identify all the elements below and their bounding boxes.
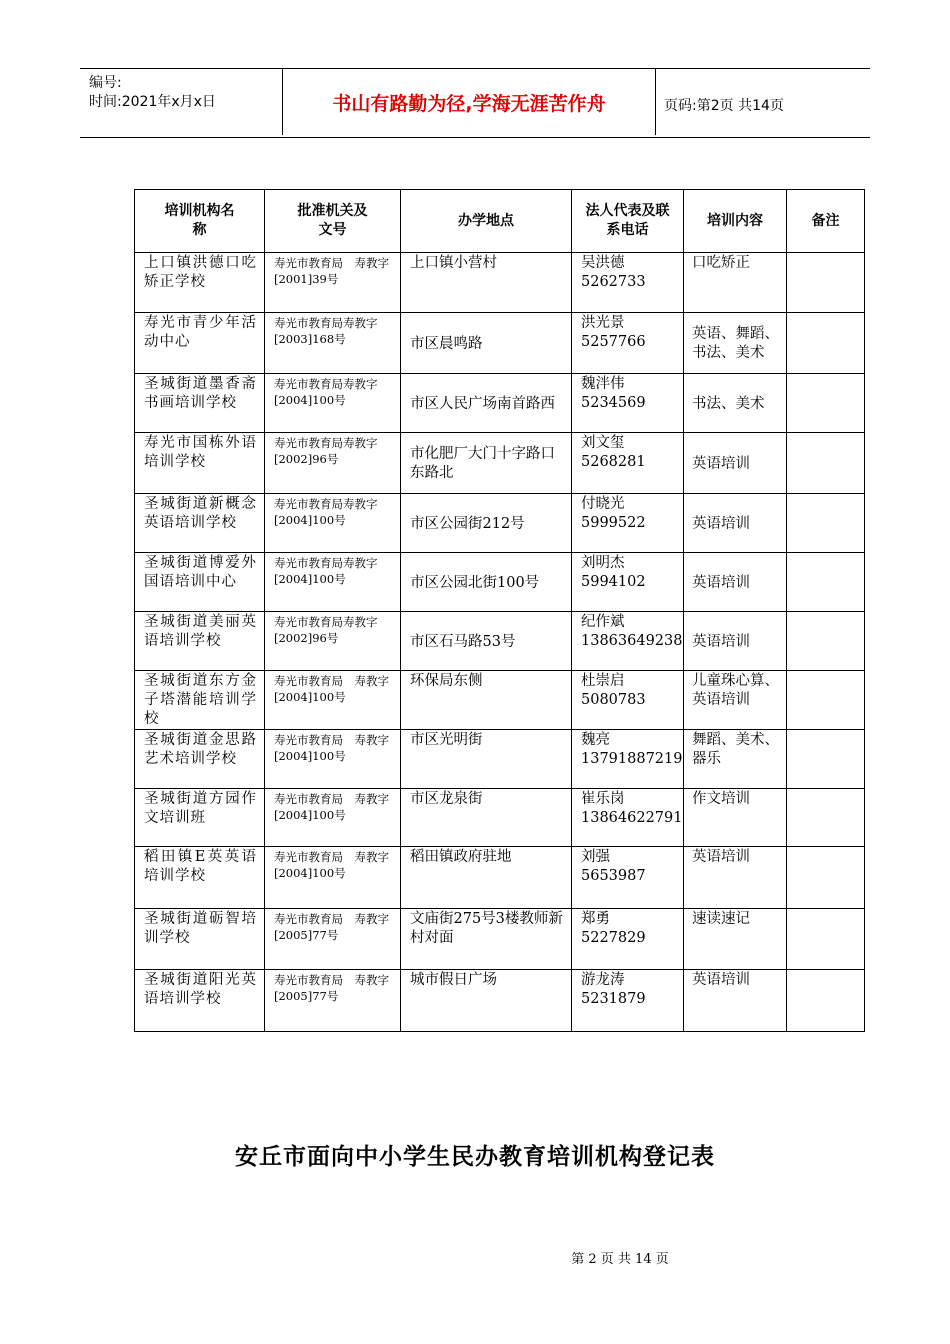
institution-name: 圣城街道美丽英语培训学校 bbox=[144, 614, 257, 649]
cell-address bbox=[401, 612, 572, 671]
cell-content bbox=[684, 730, 787, 789]
cell-rep-phone bbox=[572, 313, 684, 374]
cell-content bbox=[684, 553, 787, 612]
column-header-label: 办学地点 bbox=[458, 212, 514, 229]
page-number: 第 2 页 共 14 页 bbox=[571, 1252, 669, 1267]
column-header-label: 法人代表及联系电话 bbox=[585, 203, 670, 238]
table-row bbox=[135, 374, 865, 433]
rep-phone-block bbox=[572, 909, 683, 948]
rep-phone-block bbox=[572, 970, 683, 1009]
cell-approval bbox=[265, 494, 401, 553]
approval-document: 寿光市教育局寿教字[2003]168号 bbox=[274, 316, 378, 346]
cell-content bbox=[684, 671, 787, 730]
column-header-address bbox=[401, 190, 572, 253]
table-row bbox=[135, 970, 865, 1032]
table-row bbox=[135, 433, 865, 494]
cell-content bbox=[684, 612, 787, 671]
cell-note bbox=[787, 433, 865, 494]
table-header-row bbox=[135, 190, 865, 253]
training-content: 作文培训 bbox=[692, 791, 750, 807]
contact-phone: 13863649238 bbox=[581, 633, 683, 649]
school-address: 市区光明街 bbox=[410, 732, 483, 748]
note bbox=[787, 433, 864, 434]
cell-content bbox=[684, 494, 787, 553]
cell-name bbox=[135, 253, 265, 313]
approval-document: 寿光市教育局寿教字[2004]100号 bbox=[274, 556, 378, 586]
column-header-approval bbox=[265, 190, 401, 253]
table-row bbox=[135, 671, 865, 730]
cell-note bbox=[787, 909, 865, 970]
training-content: 英语培训 bbox=[692, 849, 750, 865]
approval-document: 寿光市教育局 寿教字[2004]100号 bbox=[274, 733, 389, 763]
rep-phone-block bbox=[572, 553, 683, 592]
cell-note bbox=[787, 847, 865, 909]
column-header-rep-phone bbox=[572, 190, 684, 253]
training-content: 口吃矫正 bbox=[692, 255, 750, 271]
note bbox=[787, 789, 864, 790]
cell-approval bbox=[265, 433, 401, 494]
legal-representative: 游龙涛 bbox=[581, 972, 625, 988]
cell-address bbox=[401, 494, 572, 553]
training-content: 英语培训 bbox=[692, 515, 750, 532]
institution-name: 圣城街道砺智培训学校 bbox=[144, 911, 257, 946]
legal-representative: 纪作斌 bbox=[581, 614, 625, 630]
contact-phone: 5653987 bbox=[581, 868, 646, 884]
number-label: 编号: bbox=[89, 75, 122, 91]
training-content: 英语培训 bbox=[692, 455, 750, 472]
cell-content bbox=[684, 374, 787, 433]
approval-document: 寿光市教育局 寿教字[2001]39号 bbox=[274, 256, 389, 286]
training-content: 舞蹈、美术、器乐 bbox=[692, 732, 779, 767]
cell-content bbox=[684, 433, 787, 494]
cell-address bbox=[401, 970, 572, 1032]
cell-rep-phone bbox=[572, 553, 684, 612]
cell-approval bbox=[265, 789, 401, 847]
cell-content bbox=[684, 789, 787, 847]
approval-document: 寿光市教育局寿教字[2004]100号 bbox=[274, 377, 378, 407]
school-address: 环保局东侧 bbox=[410, 673, 483, 689]
rep-phone-block bbox=[572, 847, 683, 886]
column-header-note bbox=[787, 190, 865, 253]
time-label: 时间:2021年x月x日 bbox=[89, 94, 216, 110]
cell-approval bbox=[265, 909, 401, 970]
legal-representative: 付晓光 bbox=[581, 496, 625, 512]
contact-phone: 5262733 bbox=[581, 274, 646, 290]
cell-rep-phone bbox=[572, 789, 684, 847]
rep-phone-block bbox=[572, 313, 683, 352]
contact-phone: 5234569 bbox=[581, 395, 646, 411]
cell-approval bbox=[265, 612, 401, 671]
school-address: 稻田镇政府驻地 bbox=[410, 849, 512, 865]
cell-approval bbox=[265, 253, 401, 313]
note bbox=[787, 253, 864, 254]
cell-name bbox=[135, 909, 265, 970]
cell-note bbox=[787, 789, 865, 847]
cell-content bbox=[684, 313, 787, 374]
cell-address bbox=[401, 847, 572, 909]
table-row bbox=[135, 494, 865, 553]
contact-phone: 5231879 bbox=[581, 991, 646, 1007]
cell-rep-phone bbox=[572, 374, 684, 433]
institution-name: 圣城街道方园作文培训班 bbox=[144, 791, 257, 826]
cell-rep-phone bbox=[572, 612, 684, 671]
approval-document: 寿光市教育局 寿教字[2005]77号 bbox=[274, 973, 389, 1003]
note bbox=[787, 909, 864, 910]
cell-address bbox=[401, 671, 572, 730]
school-address: 市区人民广场南首路西 bbox=[410, 395, 555, 412]
contact-phone: 5994102 bbox=[581, 574, 646, 590]
table-row bbox=[135, 789, 865, 847]
cell-rep-phone bbox=[572, 970, 684, 1032]
cell-address bbox=[401, 253, 572, 313]
institution-name: 圣城街道金思路艺术培训学校 bbox=[144, 732, 257, 767]
cell-rep-phone bbox=[572, 909, 684, 970]
school-address: 市区龙泉街 bbox=[410, 791, 483, 807]
cell-note bbox=[787, 671, 865, 730]
cell-rep-phone bbox=[572, 671, 684, 730]
cell-address bbox=[401, 909, 572, 970]
training-content: 英语培训 bbox=[692, 972, 750, 988]
legal-representative: 郑勇 bbox=[581, 911, 610, 927]
cell-name bbox=[135, 433, 265, 494]
registration-table bbox=[134, 189, 865, 1032]
cell-note bbox=[787, 730, 865, 789]
rep-phone-block bbox=[572, 730, 683, 769]
cell-name bbox=[135, 970, 265, 1032]
institution-name: 圣城街道博爱外国语培训中心 bbox=[144, 555, 257, 590]
cell-name bbox=[135, 847, 265, 909]
school-address: 市区公园街212号 bbox=[410, 515, 525, 532]
rep-phone-block bbox=[572, 494, 683, 533]
cell-name bbox=[135, 313, 265, 374]
legal-representative: 洪光景 bbox=[581, 315, 625, 331]
school-address: 文庙街275号3楼教师新村对面 bbox=[410, 911, 563, 946]
column-header-label: 培训内容 bbox=[707, 212, 763, 229]
institution-name: 上口镇洪德口吃矫正学校 bbox=[144, 255, 257, 290]
cell-note bbox=[787, 970, 865, 1032]
rep-phone-block bbox=[572, 789, 683, 828]
column-header-content bbox=[684, 190, 787, 253]
cell-approval bbox=[265, 730, 401, 789]
header-motto: 书山有路勤为径,学海无涯苦作舟 bbox=[282, 69, 656, 135]
approval-document: 寿光市教育局 寿教字[2005]77号 bbox=[274, 912, 389, 942]
note bbox=[787, 970, 864, 971]
note bbox=[787, 374, 864, 375]
legal-representative: 刘强 bbox=[581, 849, 610, 865]
table-row bbox=[135, 730, 865, 789]
rep-phone-block bbox=[572, 433, 683, 472]
cell-approval bbox=[265, 374, 401, 433]
legal-representative: 魏泮伟 bbox=[581, 376, 625, 392]
header-page-info: 页码:第2页 共14页 bbox=[664, 98, 784, 114]
institution-name: 圣城街道阳光英语培训学校 bbox=[144, 972, 257, 1007]
cell-address bbox=[401, 374, 572, 433]
note bbox=[787, 494, 864, 495]
page-header bbox=[80, 68, 870, 138]
cell-name bbox=[135, 374, 265, 433]
cell-name bbox=[135, 553, 265, 612]
institution-name: 稻田镇E英英语培训学校 bbox=[144, 849, 257, 884]
legal-representative: 刘文玺 bbox=[581, 435, 625, 451]
training-content: 英语培训 bbox=[692, 633, 750, 650]
cell-address bbox=[401, 553, 572, 612]
cell-note bbox=[787, 612, 865, 671]
cell-note bbox=[787, 374, 865, 433]
cell-content bbox=[684, 847, 787, 909]
training-content: 英语、舞蹈、书法、美术 bbox=[692, 326, 779, 361]
cell-address bbox=[401, 730, 572, 789]
cell-name bbox=[135, 730, 265, 789]
column-header-label: 备注 bbox=[811, 212, 840, 229]
table-row bbox=[135, 612, 865, 671]
rep-phone-block bbox=[572, 374, 683, 413]
cell-approval bbox=[265, 847, 401, 909]
cell-approval bbox=[265, 313, 401, 374]
cell-address bbox=[401, 433, 572, 494]
cell-note bbox=[787, 553, 865, 612]
approval-document: 寿光市教育局 寿教字[2004]100号 bbox=[274, 674, 389, 704]
cell-content bbox=[684, 909, 787, 970]
contact-phone: 5080783 bbox=[581, 692, 646, 708]
column-header-name bbox=[135, 190, 265, 253]
table-row bbox=[135, 847, 865, 909]
table-row bbox=[135, 313, 865, 374]
cell-name bbox=[135, 494, 265, 553]
rep-phone-block bbox=[572, 612, 683, 651]
approval-document: 寿光市教育局寿教字[2002]96号 bbox=[274, 436, 378, 466]
training-content: 英语培训 bbox=[692, 574, 750, 591]
training-content: 书法、美术 bbox=[692, 395, 765, 412]
school-address: 上口镇小营村 bbox=[410, 255, 497, 271]
note bbox=[787, 553, 864, 554]
note bbox=[787, 313, 864, 314]
note bbox=[787, 612, 864, 613]
cell-note bbox=[787, 253, 865, 313]
cell-approval bbox=[265, 970, 401, 1032]
training-content: 儿童珠心算、英语培训 bbox=[692, 673, 779, 708]
cell-note bbox=[787, 494, 865, 553]
training-content: 速读速记 bbox=[692, 911, 750, 927]
school-address: 市区石马路53号 bbox=[410, 633, 516, 650]
approval-document: 寿光市教育局 寿教字[2004]100号 bbox=[274, 850, 389, 880]
cell-approval bbox=[265, 671, 401, 730]
cell-rep-phone bbox=[572, 253, 684, 313]
cell-rep-phone bbox=[572, 494, 684, 553]
approval-document: 寿光市教育局寿教字[2004]100号 bbox=[274, 497, 378, 527]
contact-phone: 5257766 bbox=[581, 334, 646, 350]
table-row bbox=[135, 553, 865, 612]
table-row bbox=[135, 253, 865, 313]
institution-name: 圣城街道东方金子塔潜能培训学校 bbox=[144, 673, 257, 727]
legal-representative: 刘明杰 bbox=[581, 555, 625, 571]
cell-note bbox=[787, 313, 865, 374]
header-meta bbox=[80, 69, 282, 137]
contact-phone: 5227829 bbox=[581, 930, 646, 946]
cell-rep-phone bbox=[572, 847, 684, 909]
contact-phone: 13791887219 bbox=[581, 751, 683, 767]
cell-content bbox=[684, 970, 787, 1032]
document-title: 安丘市面向中小学生民办教育培训机构登记表 bbox=[235, 1143, 715, 1170]
school-address: 市区晨鸣路 bbox=[410, 335, 483, 352]
note bbox=[787, 847, 864, 848]
contact-phone: 5999522 bbox=[581, 515, 646, 531]
rep-phone-block bbox=[572, 671, 683, 710]
cell-name bbox=[135, 789, 265, 847]
approval-document: 寿光市教育局寿教字[2002]96号 bbox=[274, 615, 378, 645]
institution-name: 圣城街道墨香斋书画培训学校 bbox=[144, 376, 257, 411]
contact-phone: 13864622791 bbox=[581, 810, 683, 826]
note bbox=[787, 671, 864, 672]
institution-name: 圣城街道新概念英语培训学校 bbox=[144, 496, 257, 531]
column-header-label: 培训机构名称 bbox=[164, 203, 235, 238]
cell-address bbox=[401, 313, 572, 374]
cell-rep-phone bbox=[572, 730, 684, 789]
legal-representative: 杜崇启 bbox=[581, 673, 625, 689]
table-row bbox=[135, 909, 865, 970]
cell-rep-phone bbox=[572, 433, 684, 494]
rep-phone-block bbox=[572, 253, 683, 292]
school-address: 市化肥厂大门十字路口东路北 bbox=[410, 446, 555, 481]
approval-document: 寿光市教育局 寿教字[2004]100号 bbox=[274, 792, 389, 822]
legal-representative: 崔乐岗 bbox=[581, 791, 625, 807]
institution-name: 寿光市国栋外语培训学校 bbox=[144, 435, 257, 470]
contact-phone: 5268281 bbox=[581, 454, 646, 470]
column-header-label: 批准机关及文号 bbox=[297, 203, 368, 238]
school-address: 城市假日广场 bbox=[410, 972, 497, 988]
cell-name bbox=[135, 671, 265, 730]
legal-representative: 吴洪德 bbox=[581, 255, 625, 271]
institution-name: 寿光市青少年活动中心 bbox=[144, 315, 257, 350]
cell-approval bbox=[265, 553, 401, 612]
cell-name bbox=[135, 612, 265, 671]
school-address: 市区公园北街100号 bbox=[410, 574, 540, 591]
note bbox=[787, 730, 864, 731]
cell-address bbox=[401, 789, 572, 847]
legal-representative: 魏亮 bbox=[581, 732, 610, 748]
cell-content bbox=[684, 253, 787, 313]
